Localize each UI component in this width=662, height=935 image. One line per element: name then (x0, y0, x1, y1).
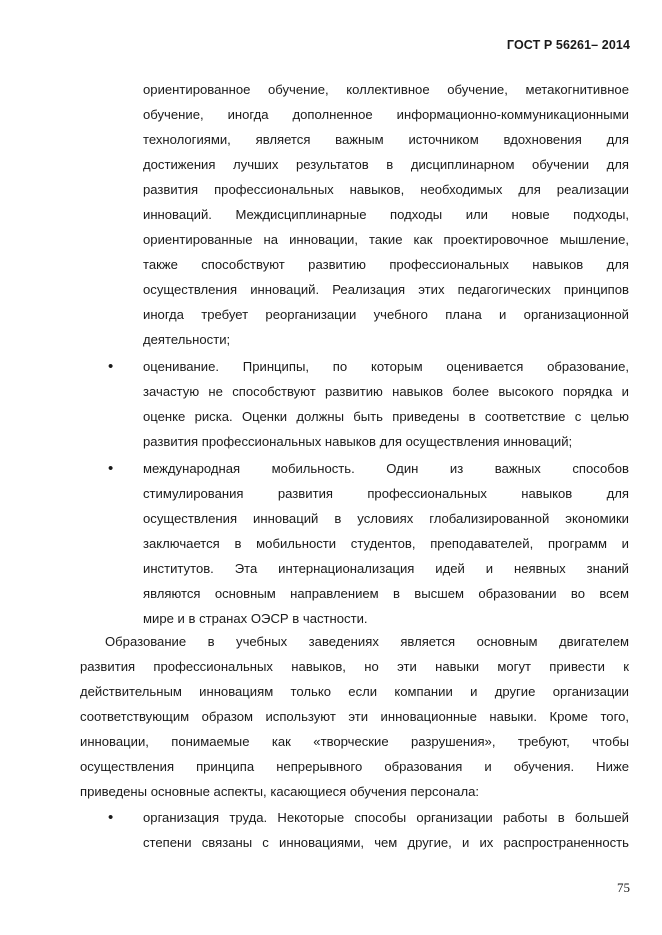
text-line: международная мобильность. Один из важных способов (143, 461, 629, 476)
text-line: осуществления инноваций. Реализация этих педагогических принципов (143, 282, 629, 297)
text-line: иногда требует реорганизации учебного плана и организационной (143, 307, 629, 322)
text-line: мире и в странах ОЭСР в частности. (143, 611, 368, 626)
text-line: организация труда. Некоторые способы организации работы в большей (143, 810, 629, 825)
text-line: зачастую не способствуют развитию навыков более высокого порядка и (143, 384, 629, 399)
text-line: технологиями, является важным источником вдохновения для (143, 132, 629, 147)
text-line: действительным инновациям только если компании и другие организации (80, 684, 629, 699)
text-line: осуществления принципа непрерывного образования и обучения. Ниже (80, 759, 629, 774)
text-line: инноваций. Междисциплинарные подходы или новые подходы, (143, 207, 629, 222)
text-line: развития профессиональных навыков, но эти навыки могут привести к (80, 659, 629, 674)
bullet-icon: • (108, 358, 114, 375)
text-line: оценивание. Принципы, по которым оценивается образование, (143, 359, 629, 374)
text-line: также способствуют развитию профессиональных навыков для (143, 257, 629, 272)
text-line: институтов. Эта интернационализация идей и неявных знаний (143, 561, 629, 576)
text-line: ориентированное обучение, коллективное обучение, метакогнитивное (143, 82, 629, 97)
bullet-icon: • (108, 460, 114, 477)
text-line: осуществления инноваций в условиях глобализированной экономики (143, 511, 629, 526)
text-line: являются основным направлением в высшем образовании во всем (143, 586, 629, 601)
text-line: ориентированные на инновации, такие как проектировочное мышление, (143, 232, 629, 247)
text-line: деятельности; (143, 332, 231, 347)
text-line: Образование в учебных заведениях является основным двигателем (105, 634, 629, 649)
text-line: инновации, понимаемые как «творческие разрушения», требуют, чтобы (80, 734, 629, 749)
text-line: развития профессиональных навыков, необходимых для реализации (143, 182, 629, 197)
bullet-icon: • (108, 809, 114, 826)
page-number: 75 (617, 880, 630, 895)
text-line: стимулирования развития профессиональных навыков для (143, 486, 629, 501)
text-line: обучение, иногда дополненное информационно-коммуникационными (143, 107, 629, 122)
document-header: ГОСТ Р 56261– 2014 (506, 38, 630, 52)
text-line: оценке риска. Оценки должны быть приведены в соответствие с целью (143, 409, 629, 424)
text-line: развития профессиональных навыков для осуществления инноваций; (143, 434, 573, 449)
text-line: достижения лучших результатов в дисциплинарном обучении для (143, 157, 629, 172)
text-line: приведены основные аспекты, касающиеся обучения персонала: (80, 784, 480, 799)
text-line: заключается в мобильности студентов, преподавателей, программ и (143, 536, 629, 551)
text-line: соответствующим образом используют эти инновационные навыки. Кроме того, (80, 709, 629, 724)
text-line: степени связаны с инновациями, чем другие, и их распространенность (143, 835, 629, 850)
